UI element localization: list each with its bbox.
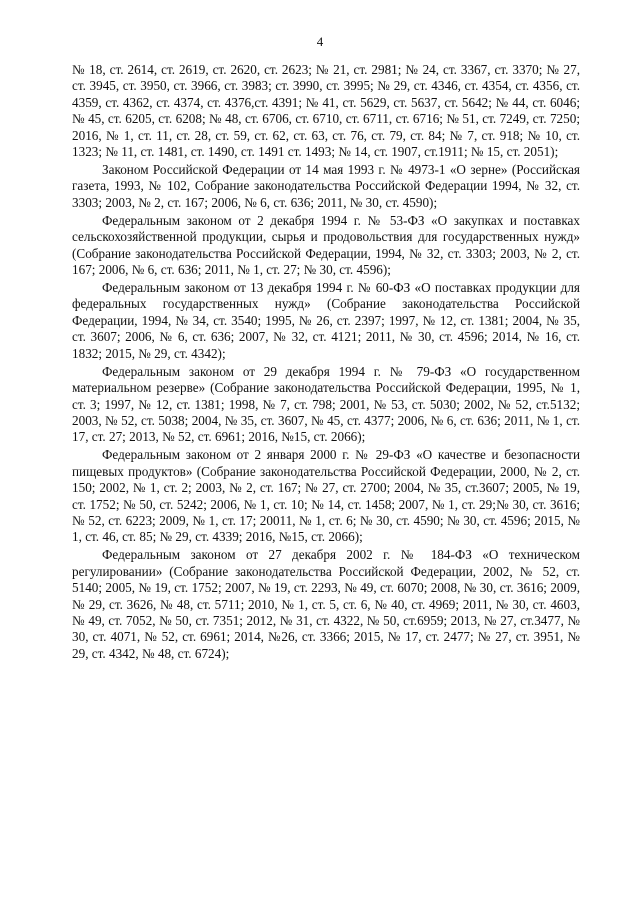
paragraph-law-grain: Законом Российской Федерации от 14 мая 1993 г. № 4973-1 «О зерне» (Российская газета, 1993, № 102, Собрание законодательства Российской Федерации 1994, № 32, ст. 3303; 2003, № 2, ст. 167; 2006, № 6, ст. 636; 2011, № 30, ст. 4590);: [72, 162, 580, 210]
paragraph-law-60fz: Федеральным законом от 13 декабря 1994 г. № 60-ФЗ «О поставках продукции для федеральных государственных нужд» (Собрание законодательства Российской Федерации, 1994, № 34, ст. 3540; 1995, № 26, ст. 2397; 1997, № 12, ст. 1381; 2004, № 35, ст. 3607; 2006, № 6, ст. 636; 2007, № 32, ст. 4121; 2011, № 30, ст. 4596; 2014, № 16, ст. 1832; 2015, № 29, ст. 4342);: [72, 280, 580, 361]
paragraph-citations-continued: № 18, ст. 2614, ст. 2619, ст. 2620, ст. 2623; № 21, ст. 2981; № 24, ст. 3367, ст. 3370; № 27, ст. 3945, ст. 3950, ст. 3966, ст. 3983; ст. 3990, ст. 3995; № 29, ст. 4346, ст. 4354, ст. 4356, ст. 4359, ст. 4362, ст. 4374, ст. 4376,ст. 4391; № 41, ст. 5629, ст. 5637, ст. 5642; № 44, ст. 6046; № 45, ст. 6205, ст. 6208; № 48, ст. 6706, ст. 6710, ст. 6711, ст. 6716; № 51, ст. 7249, ст. 7250; 2016, № 1, ст. 11, ст. 28, ст. 59, ст. 62, ст. 63, ст. 76, ст. 79, ст. 84; № 7, ст. 918; № 10, ст. 1323; № 11, ст. 1481, ст. 1490, ст. 1491 ст. 1493; № 14, ст. 1907, ст.1911; № 15, ст. 2051);: [72, 62, 580, 160]
page-number: 4: [316, 34, 324, 49]
document-body: [72, 62, 580, 662]
paragraph-law-184fz: Федеральным законом от 27 декабря 2002 г. № 184-ФЗ «О техническом регулировании» (Собрание законодательства Российской Федерации, 2002, № 52, ст. 5140; 2005, № 19, ст. 1752; 2007, № 19, ст. 2293, № 49, ст. 6070; 2008, № 30, ст. 3616; 2009, № 29, ст. 3626, № 48, ст. 5711; 2010, № 1, ст. 5, ст. 6, № 40, ст. 4969; 2011, № 30, ст. 4603, № 49, ст. 7052, № 50, ст. 7351; 2012, № 31, ст. 4322, № 50, ст.6959; 2013, № 27, ст.3477, № 30, ст. 4071, № 52, ст. 6961; 2014, №26, ст. 3366; 2015, № 17, ст. 2477; № 27, ст. 3951, № 29, ст. 4342, № 48, ст. 6724);: [72, 547, 580, 661]
paragraph-law-29fz: Федеральным законом от 2 января 2000 г. № 29-ФЗ «О качестве и безопасности пищевых продуктов» (Собрание законодательства Российской Федерации, 2000, № 2, ст. 150; 2002, № 1, ст. 2; 2003, № 2, ст. 167; № 27, ст. 2700; 2004, № 35, ст.3607; 2005, № 19, ст. 1752; № 50, ст. 5242; 2006, № 1, ст. 10; № 14, ст. 1458; 2007, № 1, ст. 29;№ 30, ст. 3616; № 52, ст. 6223; 2009, № 1, ст. 17; 20011, № 1, ст. 6; № 30, ст. 4590; № 30, ст. 4596; 2015, № 1, ст. 46, ст. 85; № 29, ст. 4339; 2016, №15, ст. 2066);: [72, 447, 580, 545]
paragraph-law-53fz: Федеральным законом от 2 декабря 1994 г. № 53-ФЗ «О закупках и поставках сельскохозяйственной продукции, сырья и продовольствия для государственных нужд» (Собрание законодательства Российской Федерации, 1994, № 32, ст. 3303; 2003, № 2, ст. 167; 2006, № 6, ст. 636; 2011, № 1, ст. 27; № 30, ст. 4596);: [72, 212, 580, 278]
paragraph-law-79fz: Федеральным законом от 29 декабря 1994 г. № 79-ФЗ «О государственном материальном резерве» (Собрание законодательства Российской Федерации, 1995, № 1, ст. 3; 1997, № 12, ст. 1381; 1998, № 7, ст. 798; 2001, № 53, ст. 5030; 2002, № 52, ст.5132; 2003, № 52, ст. 5038; 2004, № 35, ст. 3607, № 45, ст. 4377; 2006, № 6, ст. 636; 2011, № 1, ст. 17, ст. 27; 2013, № 52, ст. 6961; 2016, №15, ст. 2066);: [72, 363, 580, 445]
